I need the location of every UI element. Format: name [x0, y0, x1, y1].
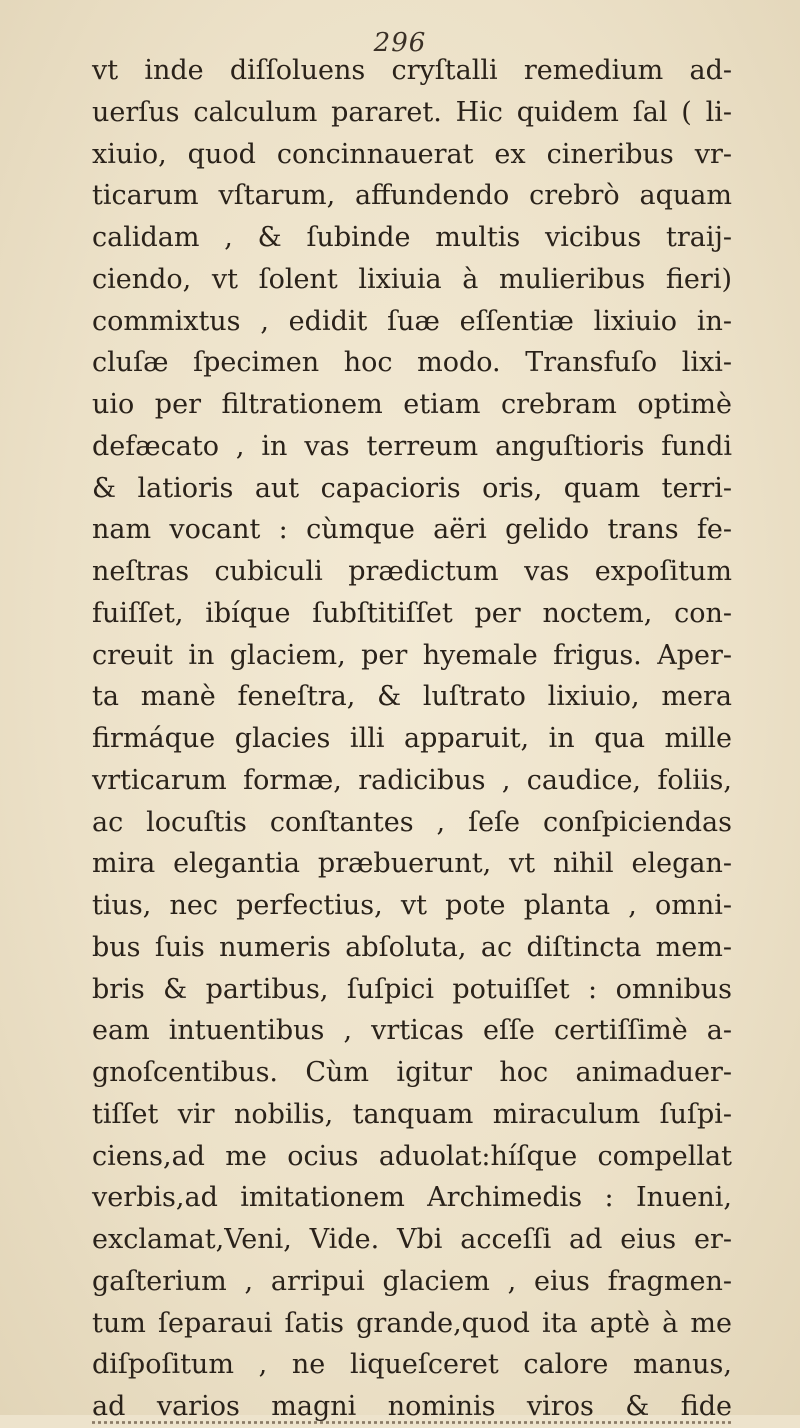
text-line: gaſterium , arripui glaciem , eius fragmen-: [92, 1265, 732, 1297]
text-line: & latioris aut capacioris oris, quam terri-: [92, 472, 732, 504]
text-line: ac locuſtis conſtantes , ſeſe conſpiciendas: [92, 806, 732, 838]
text-line: exclamat,Veni, Vide. Vbi acceſſi ad eius er-: [92, 1224, 732, 1255]
text-line: tum ſeparaui ſatis grande,quod ita aptè à me: [92, 1307, 732, 1339]
text-line: ticarum vſtarum, affundendo crebrò aquam: [92, 180, 732, 212]
text-line: ciens,ad me ocius aduolat:híſque compellat: [92, 1140, 732, 1172]
text-line: vrticarum formæ, radicibus , caudice, foliis,: [92, 764, 732, 796]
text-line: xiuio, quod concinnauerat ex cineribus vr-: [92, 138, 732, 170]
text-line: ciendo, vt ſolent lixiuia à mulieribus fieri): [92, 263, 732, 295]
text-line: eam intuentibus , vrticas eſſe certiſſimè a-: [92, 1015, 732, 1047]
text-line: uerſus calculum pararet. Hic quidem ſal ( li-: [92, 96, 732, 128]
text-line: defæcato , in vas terreum anguſtioris fundi: [92, 430, 732, 462]
text-line: ad varios magni nominis viros & fide: [92, 1391, 732, 1422]
body-text: [92, 50, 732, 1428]
text-line: fuiſſet, ibíque ſubſtitiſſet per noctem, con-: [92, 597, 732, 629]
text-line: tiſſet vir nobilis, tanquam miraculum ſuſpi-: [92, 1098, 732, 1130]
text-line: calidam , & ſubinde multis vicibus traij-: [92, 222, 732, 253]
text-line: commixtus , edidit ſuæ eſſentiæ lixiuio in-: [92, 305, 732, 337]
text-line: nam vocant : cùmque aëri gelido trans fe-: [92, 514, 732, 546]
text-line: neſtras cubiculi prædictum vas expoſitum: [92, 556, 732, 587]
page-number: 296: [373, 28, 427, 58]
text-line: verbis,ad imitationem Archimedis : Inueni,: [92, 1182, 732, 1214]
text-line: diſpoſitum , ne liqueſceret calore manus,: [92, 1349, 732, 1381]
text-line: firmáque glacies illi apparuit, in qua mille: [92, 723, 732, 754]
text-line: creuit in glaciem, per hyemale frigus. Aper-: [92, 639, 732, 671]
text-line: cluſæ ſpecimen hoc modo. Transfuſo lixi-: [92, 347, 732, 379]
text-line: bris & partibus, ſuſpici potuiſſet : omnibus: [92, 973, 732, 1005]
text-line: mira elegantia præbuerunt, vt nihil elegan-: [92, 848, 732, 880]
text-line: tius, nec perfectius, vt pote planta , omni-: [92, 890, 732, 921]
text-line: bus ſuis numeris abſoluta, ac diſtincta mem-: [92, 931, 732, 963]
text-line: uio per filtrationem etiam crebram optimè: [92, 389, 732, 420]
text-line: ta manè feneſtra, & luſtrato lixiuio, mera: [92, 681, 732, 713]
text-line: gnoſcentibus. Cùm igitur hoc animaduer-: [92, 1057, 732, 1088]
text-line: vt inde diſſoluens cryſtalli remedium ad-: [92, 55, 732, 86]
